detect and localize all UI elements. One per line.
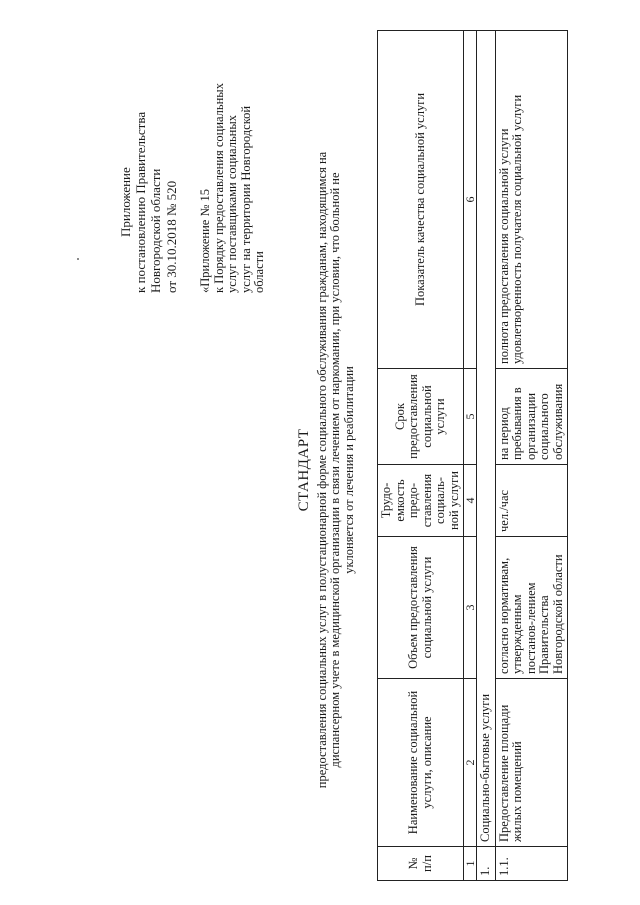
header-num: № п/п [378, 847, 464, 881]
section-num: 1. [477, 847, 496, 881]
column-number: 2 [464, 679, 477, 847]
column-number: 3 [464, 537, 477, 679]
header-quality: Показатель качества социальной услуги [378, 31, 464, 369]
column-number: 4 [464, 465, 477, 537]
table-header-row [378, 31, 464, 881]
row-num: 1.1. [495, 847, 568, 881]
header-name: Наименование социальной услуги, описание [378, 679, 464, 847]
appendix2-title: «Приложение № 15 [198, 188, 212, 293]
appendix-block [118, 33, 179, 293]
header-labor: Трудо-емкость предо-ставления социаль-ной услуги [378, 465, 464, 537]
row-term: на период пребывания в организации социального обслуживания [495, 369, 568, 465]
appendix-line: к постановлению Правительства [133, 111, 149, 293]
section-title: Социально-бытовые услуги [477, 31, 496, 847]
header-volume: Объем предоставления социальной услуги [378, 537, 464, 679]
section-row [477, 31, 496, 881]
appendix-line: Новгородской области [148, 168, 164, 293]
column-number: 1 [464, 847, 477, 881]
header-term: Срок предоставления социальной услуги [378, 369, 464, 465]
row-volume: согласно нормативам, утвержденным постанов-лением Правительства Новгородской области [495, 537, 568, 679]
standard-line: предоставления социальных услуг в полустационарной форме социального обслуживания гражданам, находящимся на [314, 151, 329, 789]
appendix2-block [199, 13, 267, 293]
standard-title: СТАНДАРТ [296, 428, 312, 512]
column-number-row [464, 31, 477, 881]
appendix2-line: области [252, 251, 266, 293]
appendix2-line: услуг поставщиками социальных [225, 115, 239, 293]
appendix2-line: к Порядку предоставления социальных [211, 83, 226, 293]
column-number: 5 [464, 369, 477, 465]
standard-line: уклоняется от лечения и реабилитации [342, 366, 356, 574]
appendix-heading: Приложение [118, 167, 133, 237]
scan-speck [77, 258, 79, 260]
standard-block [296, 95, 357, 845]
standard-line: диспансерном учете в медицинской организации в связи лечением от наркомании, при условии, что больной не [328, 172, 343, 768]
row-name: Предоставление площади жилых помещений [495, 679, 568, 847]
row-quality: полнота предоставления социальной услуги удовлетворенность получателя социальной услуги [495, 31, 568, 369]
row-labor: чел./час [495, 465, 568, 537]
table-row [495, 31, 568, 881]
appendix2-line: услуг на территории Новгородской [238, 105, 253, 293]
appendix-line: от 30.10.2018 № 520 [163, 180, 179, 293]
standard-table [377, 30, 568, 881]
column-number: 6 [464, 31, 477, 369]
